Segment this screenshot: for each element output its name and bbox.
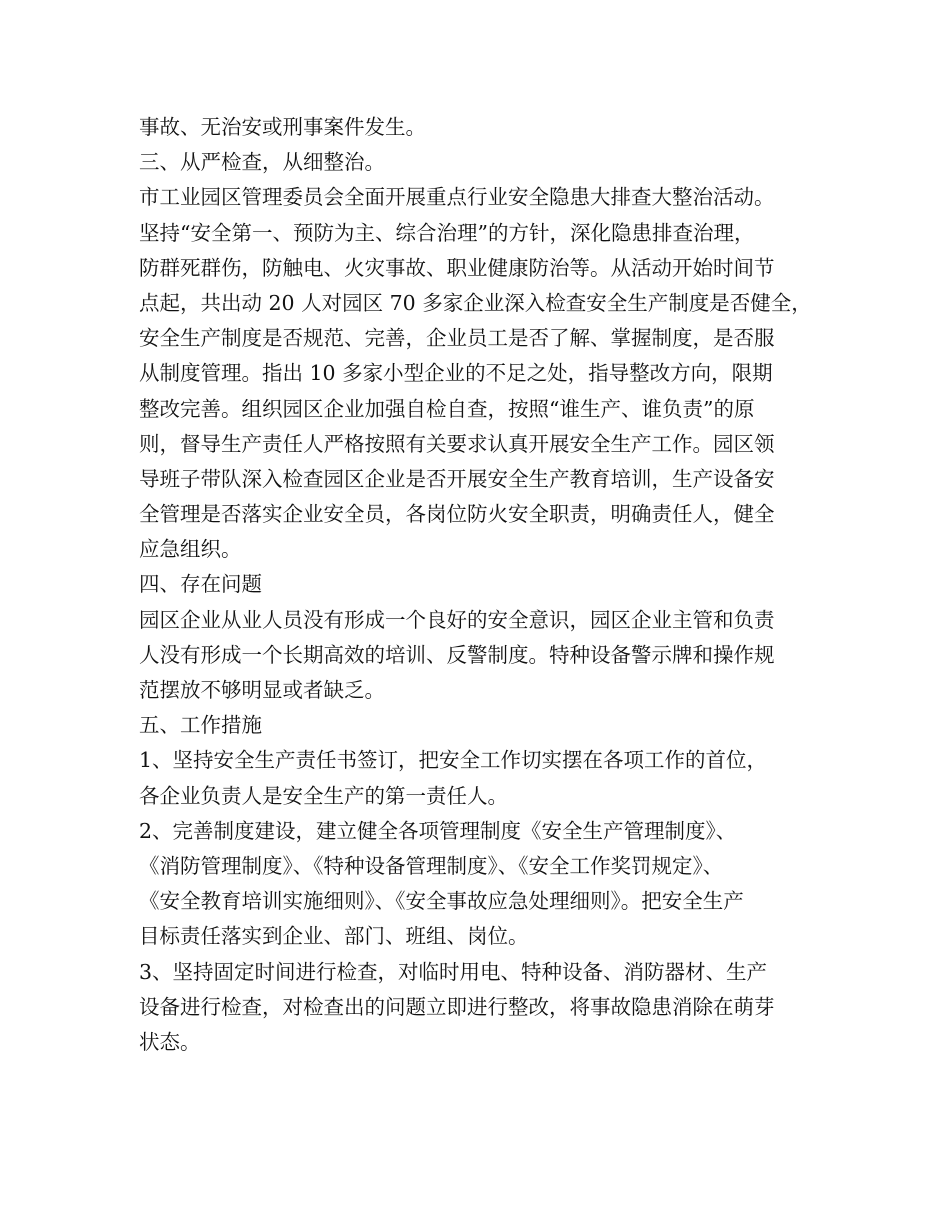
- text-line-15: 园区企业从业人员没有形成一个良好的安全意识，园区企业主管和负责: [139, 607, 775, 632]
- text-line-24: 目标责任落实到企业、部门、班组、岗位。: [139, 924, 529, 949]
- text-line-25: 3、坚持固定时间进行检查，对临时用电、特种设备、消防器材、生产: [139, 959, 768, 984]
- text-line-26: 设备进行检查，对检查出的问题立即进行整改，将事故隐患消除在萌芽: [139, 994, 775, 1019]
- section-heading-4: 四、存在问题: [139, 572, 262, 597]
- text-line-21: 2、完善制度建设，建立健全各项管理制度《安全生产管理制度》、: [139, 818, 737, 843]
- text-line-11: 导班子带队深入检查园区企业是否开展安全生产教育培训，生产设备安: [139, 466, 775, 491]
- text-line-4: 坚持“安全第一、预防为主、综合治理”的方针，深化隐患排查治理，: [139, 220, 755, 245]
- text-line-23: 《安全教育培训实施细则》、《安全事故应急处理细则》。把安全生产: [139, 889, 744, 914]
- text-line-19: 1、坚持安全生产责任书签订，把安全工作切实摆在各项工作的首位，: [139, 748, 768, 773]
- text-line-5: 防群死群伤，防触电、火灾事故、职业健康防治等。从活动开始时间节: [139, 255, 775, 280]
- section-heading-5: 五、工作措施: [139, 713, 262, 738]
- text-line-27: 状态。: [139, 1029, 201, 1054]
- text-line-6: 点起，共出动 20 人对园区 70 多家企业深入检查安全生产制度是否健全，: [139, 290, 812, 315]
- document-page: [139, 110, 839, 1060]
- text-line-3: 市工业园区管理委员会全面开展重点行业安全隐患大排查大整治活动。: [139, 185, 775, 210]
- section-heading-3: 三、从严检查，从细整治。: [139, 150, 385, 175]
- text-line-17: 范摆放不够明显或者缺乏。: [139, 678, 385, 702]
- text-line-8: 从制度管理。指出 10 多家小型企业的不足之处，指导整改方向，限期: [139, 361, 773, 386]
- text-line-10: 则，督导生产责任人严格按照有关要求认真开展安全生产工作。园区领: [139, 431, 775, 456]
- text-line-7: 安全生产制度是否规范、完善，企业员工是否了解、掌握制度，是否服: [139, 326, 775, 351]
- text-line-12: 全管理是否落实企业安全员，各岗位防火安全职责，明确责任人，健全: [139, 502, 775, 527]
- text-line-1: 事故、无治安或刑事案件发生。: [139, 115, 426, 139]
- text-line-16: 人没有形成一个长期高效的培训、反警制度。特种设备警示牌和操作规: [139, 642, 775, 667]
- text-line-13: 应急组织。: [139, 537, 242, 562]
- text-line-22: 《消防管理制度》、《特种设备管理制度》、《安全工作奖罚规定》、: [139, 853, 724, 878]
- text-line-9: 整改完善。组织园区企业加强自检自查，按照“谁生产、谁负责”的原: [139, 396, 755, 421]
- text-line-20: 各企业负责人是安全生产的第一责任人。: [139, 783, 508, 808]
